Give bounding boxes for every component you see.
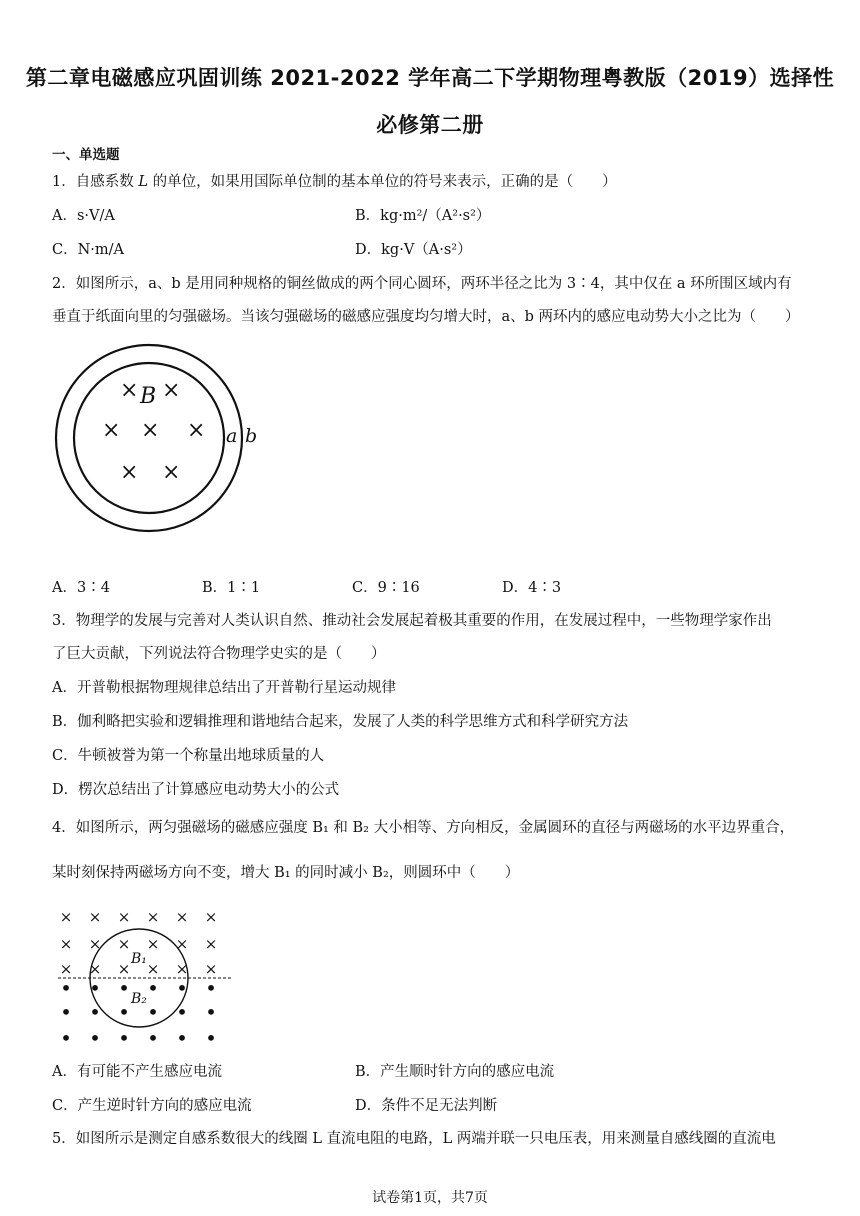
- field-dot-icon: •: [147, 1026, 159, 1046]
- q4-option-d[interactable]: D．条件不足无法判断: [355, 1098, 498, 1114]
- q2-option-a[interactable]: A．3∶4: [52, 580, 110, 596]
- field-cross-icon: ×: [59, 908, 73, 926]
- q3-option-b[interactable]: B．伽利略把实验和逻辑推理和谐地结合起来，发展了人类的科学思维方式和科学研究方法: [52, 714, 629, 730]
- field-dot-icon: •: [118, 1000, 130, 1024]
- field-dot-icon: •: [89, 976, 101, 1000]
- field-cross-icon: ×: [187, 418, 206, 443]
- q4-magnetic-field-figure: [55, 906, 235, 1046]
- page-footer: 试卷第1页，共7页: [372, 1190, 488, 1206]
- q3-option-d[interactable]: D．楞次总结出了计算感应电动势大小的公式: [52, 782, 340, 798]
- field-cross-icon: ×: [88, 960, 102, 978]
- q2-option-b[interactable]: B．1∶1: [202, 580, 261, 596]
- field-cross-icon: ×: [175, 908, 189, 926]
- field-dot-icon: •: [147, 1000, 159, 1024]
- q1-stem-var: L: [138, 174, 148, 190]
- field-dot-icon: •: [89, 1026, 101, 1046]
- field-dot-icon: •: [89, 1000, 101, 1024]
- field-cross-icon: ×: [175, 960, 189, 978]
- ring-label-a: a: [226, 425, 238, 447]
- q1-option-a[interactable]: A．s·V/A: [52, 208, 115, 224]
- field-cross-icon: ×: [59, 960, 73, 978]
- field-dot-icon: •: [205, 1026, 217, 1046]
- field-dot-icon: •: [147, 976, 159, 1000]
- page-title-line1: 第二章电磁感应巩固训练 2021-2022 学年高二下学期物理粤教版（2019）选择性: [25, 66, 835, 90]
- q2-stem-line1: 2．如图所示，a、b 是用同种规格的铜丝做成的两个同心圆环，两环半径之比为 3∶4，其中仅在 a 环所围区域内有: [52, 276, 792, 292]
- field-cross-icon: ×: [204, 960, 218, 978]
- field-cross-icon: ×: [146, 935, 160, 953]
- ring-label-b: b: [245, 425, 258, 447]
- q3-stem-line1: 3．物理学的发展与完善对人类认识自然、推动社会发展起着极其重要的作用，在发展过程中，一些物理学家作出: [52, 613, 772, 629]
- field-cross-icon: ×: [117, 960, 131, 978]
- field-cross-icon: ×: [204, 935, 218, 953]
- page-title-line2: 必修第二册: [376, 113, 484, 137]
- q3-option-a[interactable]: A．开普勒根据物理规律总结出了开普勒行星运动规律: [52, 680, 396, 696]
- field-cross-icon: ×: [120, 460, 139, 485]
- field-dot-icon: •: [60, 976, 72, 1000]
- field-cross-icon: ×: [102, 418, 121, 443]
- q4-stem-line2: 某时刻保持两磁场方向不变，增大 B₁ 的同时减小 B₂，则圆环中（ ）: [52, 865, 520, 881]
- q1-option-b[interactable]: B．kg·m²/（A²·s²）: [355, 208, 491, 224]
- q1-option-c[interactable]: C．N·m/A: [52, 242, 125, 258]
- field-cross-icon: ×: [146, 960, 160, 978]
- q2-option-d[interactable]: D．4∶3: [502, 580, 562, 596]
- field-dot-icon: •: [60, 1026, 72, 1046]
- q4-option-b[interactable]: B．产生顺时针方向的感应电流: [355, 1064, 555, 1080]
- field-dot-icon: •: [205, 976, 217, 1000]
- q2-concentric-rings-figure: [50, 338, 280, 568]
- field-cross-icon: ×: [162, 460, 181, 485]
- q1-stem: [52, 172, 617, 192]
- field-cross-icon: ×: [162, 378, 181, 403]
- section-heading: 一、单选题: [52, 147, 120, 163]
- field-dot-icon: •: [60, 1000, 72, 1024]
- q2-stem-line2: 垂直于纸面向里的匀强磁场。当该匀强磁场的磁感应强度均匀增大时，a、b 两环内的感应电动势大小之比为（ ）: [52, 309, 800, 325]
- q4-option-c[interactable]: C．产生逆时针方向的感应电流: [52, 1098, 252, 1114]
- field-cross-icon: ×: [117, 908, 131, 926]
- field-cross-icon: ×: [141, 418, 160, 443]
- q1-option-d[interactable]: D．kg·V（A·s²）: [355, 242, 472, 258]
- field-dot-icon: •: [118, 976, 130, 1000]
- field-cross-icon: ×: [146, 908, 160, 926]
- q1-stem-pre: 1．自感系数: [52, 174, 139, 190]
- field-dot-icon: •: [118, 1026, 130, 1046]
- field-cross-icon: ×: [88, 935, 102, 953]
- field-dot-icon: •: [176, 1000, 188, 1024]
- q2-option-c[interactable]: C．9∶16: [352, 580, 420, 596]
- field-label-b: B: [140, 384, 157, 409]
- label-b2: B₂: [131, 991, 147, 1007]
- field-cross-icon: ×: [120, 378, 139, 403]
- field-cross-icon: ×: [88, 908, 102, 926]
- q3-option-c[interactable]: C．牛顿被誉为第一个称量出地球质量的人: [52, 748, 325, 764]
- field-cross-icon: ×: [204, 908, 218, 926]
- field-dot-icon: •: [176, 976, 188, 1000]
- field-cross-icon: ×: [59, 935, 73, 953]
- q1-stem-post: 的单位，如果用国际单位制的基本单位的符号来表示，正确的是（ ）: [147, 174, 617, 190]
- field-cross-icon: ×: [175, 935, 189, 953]
- q4-option-a[interactable]: A．有可能不产生感应电流: [52, 1064, 222, 1080]
- label-b1: B₁: [131, 951, 147, 967]
- q3-stem-line2: 了巨大贡献，下列说法符合物理学史实的是（ ）: [52, 646, 386, 662]
- q4-stem-line1: 4．如图所示，两匀强磁场的磁感应强度 B₁ 和 B₂ 大小相等、方向相反，金属圆环的直径与两磁场的水平边界重合，: [52, 820, 795, 836]
- q5-stem-line1: 5．如图所示是测定自感系数很大的线圈 L 直流电阻的电路，L 两端并联一只电压表，用来测量自感线圈的直流电: [52, 1131, 776, 1147]
- field-cross-icon: ×: [117, 935, 131, 953]
- field-dot-icon: •: [176, 1026, 188, 1046]
- field-dot-icon: •: [205, 1000, 217, 1024]
